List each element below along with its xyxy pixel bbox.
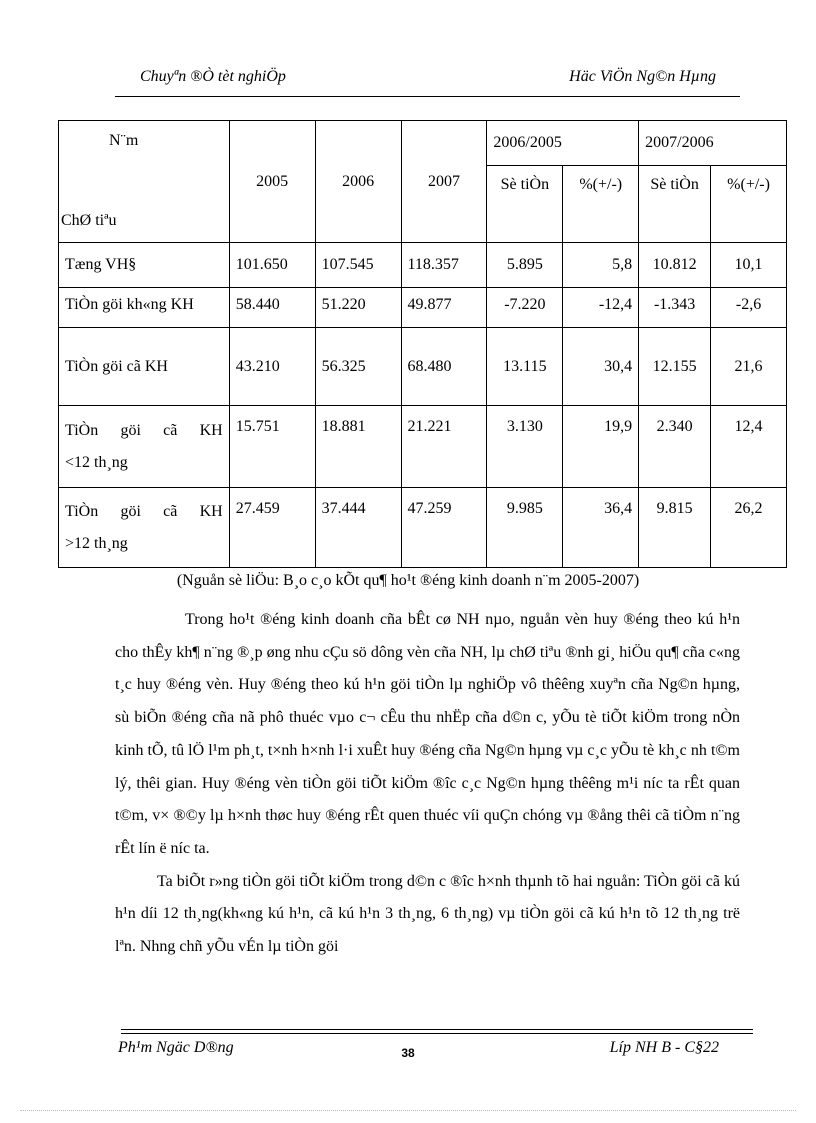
cell-2006: 51.220 xyxy=(315,288,401,328)
cell-2007: 21.221 xyxy=(401,406,487,488)
group-header-2006-2005: 2006/2005 xyxy=(487,121,639,166)
row-label-word: cã xyxy=(163,421,178,439)
cell-diff-2: 12.155 xyxy=(639,328,711,406)
cell-2007: 47.259 xyxy=(401,488,487,568)
row-label-line2: <12 th¸ng xyxy=(65,453,128,471)
cell-2005: 43.210 xyxy=(229,328,315,406)
sub-header-percent-2: %(+/-) xyxy=(711,166,787,243)
cell-2007: 49.877 xyxy=(401,288,487,328)
cell-2005: 58.440 xyxy=(229,288,315,328)
cell-diff-2: 2.340 xyxy=(639,406,711,488)
cell-2005: 27.459 xyxy=(229,488,315,568)
deposit-table xyxy=(58,120,787,568)
cell-diff-1: 9.985 xyxy=(487,488,563,568)
paragraph: Ta biÕt r»ng tiÒn göi tiÕt kiÖm trong d©n c ®îc h×nh thµnh tõ hai nguån: TiÒn göi cã kú h¹n díi 12 th¸ng(kh«ng kú h¹n, cã kú h¹n 3 th¸ng, 6 th¸ng) vµ tiÒn göi cã kú h¹n tõ 12 th¸ng trë lªn. Nhng chñ yÕu vÉn lµ tiÒn göi xyxy=(115,872,740,956)
table-row xyxy=(59,243,787,288)
row-label-word: göi xyxy=(120,502,141,520)
row-label-line1 xyxy=(65,496,223,528)
table-row xyxy=(59,288,787,328)
row-label-line1 xyxy=(65,415,223,447)
year-header-2006: 2006 xyxy=(315,121,401,243)
row-label: Tæng VH§ xyxy=(59,243,230,288)
row-label: TiÒn göi cã KH xyxy=(59,328,230,406)
header-thesis-title: Chuyªn ®Ò tèt nghiÖp xyxy=(140,68,286,85)
cell-pct-2: 12,4 xyxy=(711,406,787,488)
cell-2007: 118.357 xyxy=(401,243,487,288)
cell-pct-2: 10,1 xyxy=(711,243,787,288)
cell-diff-1: 5.895 xyxy=(487,243,563,288)
cell-2005: 15.751 xyxy=(229,406,315,488)
sub-header-amount-2: Sè tiÒn xyxy=(639,166,711,243)
cell-2006: 107.545 xyxy=(315,243,401,288)
group-header-2007-2006: 2007/2006 xyxy=(639,121,787,166)
cell-diff-1: -7.220 xyxy=(487,288,563,328)
footer-rule xyxy=(121,1029,753,1030)
row-label-word: TiÒn xyxy=(65,421,99,439)
cell-pct-1: 36,4 xyxy=(563,488,639,568)
footer-author: Ph¹m Ngäc D®ng xyxy=(118,1039,234,1056)
row-label-word: KH xyxy=(199,421,223,439)
year-header-2005: 2005 xyxy=(229,121,315,243)
paragraph: Trong ho¹t ®éng kinh doanh cña bÊt cø NH nµo, nguån vèn huy ®éng theo kú h¹n cho thÊy kh¶ n¨ng ®¸p øng nhu cÇu sö dông vèn cña NH, lµ chØ tiªu ®nh gi¸ hiÖu qu¶ cña c«ng t¸c huy ®éng vèn. Huy ®éng theo kú h¹n göi tiÒn lµ nghiÖp vô thêêng xuyªn cña Ng©n hµng, sù biÕn ®éng cña nã phô thuéc vµo c¬ cÊu thu nhËp cña d©n c, yÕu tè tiÕt kiÖm trong nÒn kinh tÕ, tû lÖ l¹m ph¸t, t×nh h×nh l·i xuÊt huy ®éng cña Ng©n hµng vµ c¸c yÕu tè kh¸c nh t©m lý, thêi gian. Huy ®éng vèn tiÒn göi tiÕt kiÖm ®îc c¸c Ng©n hµng thêêng m¹i níc ta rÊt quan t©m, v× ®©y lµ h×nh thøc huy ®éng rÊt quen thuéc víi quÇn chóng vµ ®ång thêi cã tiÒm n¨ng rÊt lín ë níc ta. xyxy=(115,611,740,857)
cell-pct-2: -2,6 xyxy=(711,288,787,328)
table-row xyxy=(59,488,787,568)
row-label xyxy=(59,406,230,488)
page-bottom-border xyxy=(20,1110,796,1111)
corner-indicator-label: ChØ tiªu xyxy=(61,211,117,229)
row-label xyxy=(59,488,230,568)
row-label-word: KH xyxy=(199,502,223,520)
sub-header-percent-1: %(+/-) xyxy=(563,166,639,243)
corner-year-label: N¨m xyxy=(109,131,139,149)
year-header-2007: 2007 xyxy=(401,121,487,243)
row-label-word: TiÒn xyxy=(65,502,99,520)
cell-diff-2: -1.343 xyxy=(639,288,711,328)
cell-2005: 101.650 xyxy=(229,243,315,288)
cell-pct-1: 19,9 xyxy=(563,406,639,488)
cell-diff-2: 9.815 xyxy=(639,488,711,568)
cell-diff-1: 3.130 xyxy=(487,406,563,488)
page-number: 38 xyxy=(401,1046,415,1060)
cell-2006: 37.444 xyxy=(315,488,401,568)
table-source-caption: (Nguån sè liÖu: B¸o c¸o kÕt qu¶ ho¹t ®éng kinh doanh n¨m 2005-2007) xyxy=(176,572,640,589)
cell-2007: 68.480 xyxy=(401,328,487,406)
row-label: TiÒn göi kh«ng KH xyxy=(59,288,230,328)
row-label-word: göi xyxy=(120,421,141,439)
corner-header-cell xyxy=(59,121,230,243)
cell-2006: 56.325 xyxy=(315,328,401,406)
cell-pct-1: 5,8 xyxy=(563,243,639,288)
header-rule xyxy=(115,96,740,97)
cell-diff-1: 13.115 xyxy=(487,328,563,406)
cell-pct-2: 26,2 xyxy=(711,488,787,568)
row-label-word: cã xyxy=(163,502,178,520)
cell-pct-1: -12,4 xyxy=(563,288,639,328)
header-institution: Häc ViÖn Ng©n Hµng xyxy=(569,68,716,85)
footer-rule xyxy=(121,1033,753,1034)
cell-pct-2: 21,6 xyxy=(711,328,787,406)
row-label-line2: >12 th¸ng xyxy=(65,534,128,552)
table-row xyxy=(59,328,787,406)
cell-diff-2: 10.812 xyxy=(639,243,711,288)
cell-pct-1: 30,4 xyxy=(563,328,639,406)
table-row xyxy=(59,406,787,488)
page-header xyxy=(115,68,740,92)
body-text xyxy=(115,604,740,964)
sub-header-amount-1: Sè tiÒn xyxy=(487,166,563,243)
footer-class: Líp NH B - C§22 xyxy=(609,1039,719,1056)
cell-2006: 18.881 xyxy=(315,406,401,488)
